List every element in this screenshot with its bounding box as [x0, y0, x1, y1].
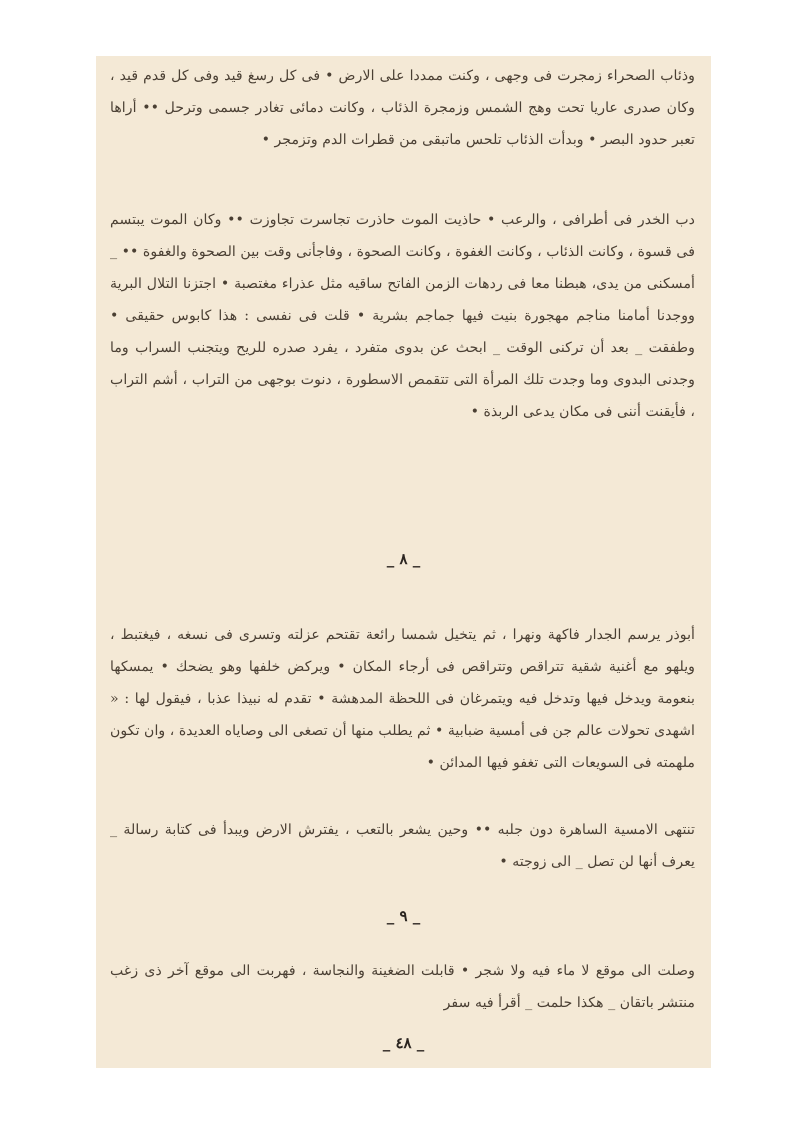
- paragraph-5: وصلت الى موقع لا ماء فيه ولا شجر • قابلت الضغينة والنجاسة ، فهربت الى موقع آخر ذى زغب منتشر باتقان _ هكذا حلمت _ أقرأ فيه سفر: [110, 963, 695, 1011]
- paragraph-1: وذئاب الصحراء زمجرت فى وجهى ، وكنت ممددا على الارض • فى كل رسغ قيد وفى كل قدم قيد ، وكان صدرى عاريا تحت وهج الشمس وزمجرة الذئاب ، وكانت دمائى تغادر جسمى وترحل •• أراها تعبر حدود البصر • وبدأت الذئاب تلحس ماتبقى من قطرات الدم وتزمجر •: [110, 68, 695, 148]
- text-block-3: [110, 619, 695, 779]
- page-number: _ ٤٨ _: [382, 1034, 425, 1052]
- paragraph-3: أبوذر يرسم الجدار فاكهة ونهرا ، ثم يتخيل شمسا رائعة تقتحم عزلته وتسرى فى نسغه ، فيغتبط ، ويلهو مع أغنية شقية تتراقص وتتراقص فى أرجاء المكان • ويركض خلفها وهو يضحك • يمسكها بنعومة ويدخل فيها وتدخل فيه ويتمرغان فى اللحظة المدهشة • تقدم له نبيذا عذبا ، فيقول لها : « اشهدى تحولات عالم جن فى أمسية ضبابية • ثم يطلب منها أن تصغى الى وصاياه العديدة ، وان تكون ملهمته فى السويعات التى تغفو فيها المدائن •: [109, 627, 695, 771]
- section-number-8: _ ٨ _: [386, 550, 421, 568]
- text-block-4: [110, 814, 695, 878]
- text-block-2: [110, 204, 695, 428]
- section-number-9: _ ٩ _: [386, 907, 421, 925]
- paragraph-2: دب الخدر فى أطرافى ، والرعب • حاذيت الموت حاذرت تجاسرت تجاوزت •• وكان الموت يبتسم فى قسوة ، وكانت الذئاب ، وكانت الغفوة ، وكانت الصحوة ، وفاجأنى وقت بين الصحوة والغفوة •• _ أمسكنى من يدى، هبطنا معا فى ردهات الزمن الفاتح ساقيه مثل عذراء مغتصبة • اجتزنا التلال البرية ووجدنا أمامنا مناجم مهجورة بنيت فيها جماجم بشرية • قلت فى نفسى : هذا كابوس حقيقى • وطفقت _ بعد أن تركنى الوقت _ ابحث عن بدوى متفرد ، يفرد صدره للريح ويتجنب السراب وما وجدنى البدوى وما وجدت تلك المرأة التى تتقمص الاسطورة ، دنوت بوجهى من التراب ، أشم التراب ، فأيقنت أننى فى مكان يدعى الربذة •: [110, 212, 695, 420]
- text-block-1: [110, 60, 695, 156]
- book-page: [96, 56, 711, 1068]
- paragraph-4: تنتهى الامسية الساهرة دون جلبه •• وحين يشعر بالتعب ، يفترش الارض ويبدأ فى كتابة رسالة _ يعرف أنها لن تصل _ الى زوجته •: [110, 822, 695, 870]
- text-block-5: [110, 955, 695, 1019]
